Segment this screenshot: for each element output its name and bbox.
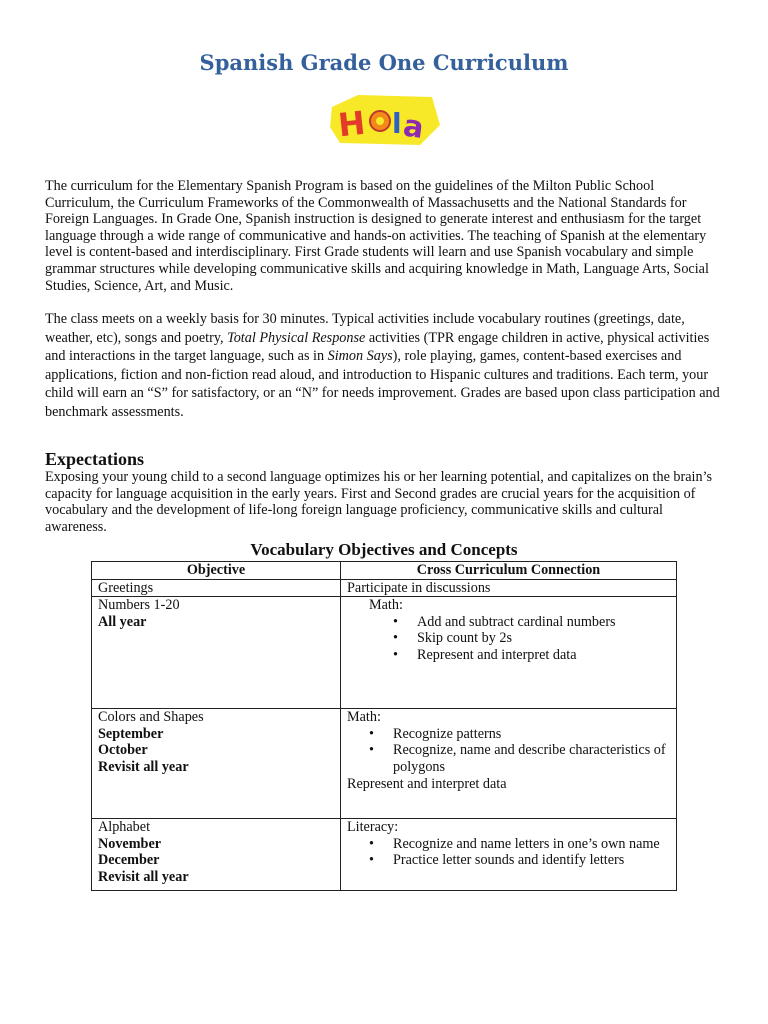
objective-name: Greetings <box>98 579 154 596</box>
objective-timing: September <box>98 725 164 742</box>
subject-label: Math: <box>347 709 381 726</box>
connection-cell <box>341 597 677 709</box>
bullet-list <box>347 726 676 776</box>
class-text-2: activities (TPR engage children in active, physical activities and interactions in the target language, such as in <box>45 329 710 365</box>
list-item: • Practice letter sounds and identify letters <box>369 852 676 869</box>
class-text-3: ), role playing, games, content-based exercises and applications, fiction and non-fiction read aloud, and introduction to Hispanic cultures and traditions. Each term, your child will earn an “S” for satisfactory, or an “N” for needs improvement. Grades are based upon class participation and benchmark assessments. <box>45 348 720 420</box>
header-connection: Cross Curriculum Connection <box>341 562 677 580</box>
bullet-list <box>347 614 676 664</box>
objective-cell <box>92 709 341 819</box>
objective-name: Colors and Shapes <box>98 709 204 726</box>
table-row <box>92 709 677 819</box>
class-paragraph <box>45 310 725 422</box>
objective-timing: October <box>98 742 148 759</box>
simon-says-italic: Simon Says <box>327 348 393 365</box>
list-item: • Recognize, name and describe characteristics of polygons <box>369 742 676 775</box>
class-text-1: The class meets on a weekly basis for 30 minutes. Typical activities include vocabulary routines (greetings, date, weather, etc), songs and poetry, <box>45 311 685 346</box>
objective-timing: November <box>98 835 162 852</box>
objective-timing: All year <box>98 613 147 630</box>
list-item: • Represent and interpret data <box>393 647 676 664</box>
connection-cell <box>341 709 677 819</box>
svg-text:H: H <box>336 103 368 145</box>
letter-l: l <box>392 107 402 140</box>
letter-a: a <box>401 108 426 146</box>
letter-h <box>336 104 367 145</box>
expectations-heading: Expectations <box>45 449 144 469</box>
letter-o-sun <box>370 111 390 131</box>
vocabulary-table <box>91 561 677 891</box>
subject-label: Literacy: <box>347 819 399 836</box>
header-objective: Objective <box>92 562 341 580</box>
table-row <box>92 597 677 709</box>
list-item: • Recognize and name letters in one’s own name <box>369 836 676 853</box>
objective-cell <box>92 579 341 597</box>
tpr-italic: Total Physical Response <box>227 329 366 346</box>
connection-after-text: Represent and interpret data <box>347 775 507 792</box>
intro-paragraph: The curriculum for the Elementary Spanish Program is based on the guidelines of the Milton Public School Curriculum, the Curriculum Frameworks of the Commonwealth of Massachusetts and the National Standards for Foreign Languages. In Grade One, Spanish instruction is designed to generate interest and enthusiasm for the target language through a wide range of communicative and hands-on activities. The teaching of Spanish at the elementary level is content-based and interdisciplinary. First Grade students will learn and use Spanish vocabulary and simple grammar structures while developing communicative skills and acquiring knowledge in Math, Language Arts, Social Studies, Science, Art, and Music. <box>45 178 709 294</box>
table-row <box>92 819 677 891</box>
objective-timing: Revisit all year <box>98 868 189 885</box>
table-header-row <box>92 562 677 580</box>
table-title: Vocabulary Objectives and Concepts <box>250 540 518 559</box>
subject-label: Math: <box>369 597 403 614</box>
hola-logo <box>328 91 443 149</box>
objective-cell <box>92 597 341 709</box>
page-title: Spanish Grade One Curriculum <box>199 50 569 75</box>
list-item: • Skip count by 2s <box>393 630 676 647</box>
expectations-paragraph: Exposing your young child to a second language optimizes his or her learning potential, and capitalizes on the brain’s capacity for language acquisition in the early years. First and Second grades are crucial years for the acquisition of vocabulary and the development of life-long foreign language proficiency, communicative skills and cultural awareness. <box>45 469 713 535</box>
table-row <box>92 579 677 597</box>
objective-name: Numbers 1-20 <box>98 597 180 614</box>
bullet-list <box>347 836 676 869</box>
objective-name: Alphabet <box>98 819 151 836</box>
connection-cell <box>341 819 677 891</box>
connection-cell <box>341 579 677 597</box>
objective-timing: December <box>98 852 160 869</box>
list-item: • Add and subtract cardinal numbers <box>393 614 676 631</box>
list-item: • Recognize patterns <box>369 726 676 743</box>
objective-timing: Revisit all year <box>98 758 189 775</box>
objective-cell <box>92 819 341 891</box>
connection-text: Participate in discussions <box>347 579 491 596</box>
